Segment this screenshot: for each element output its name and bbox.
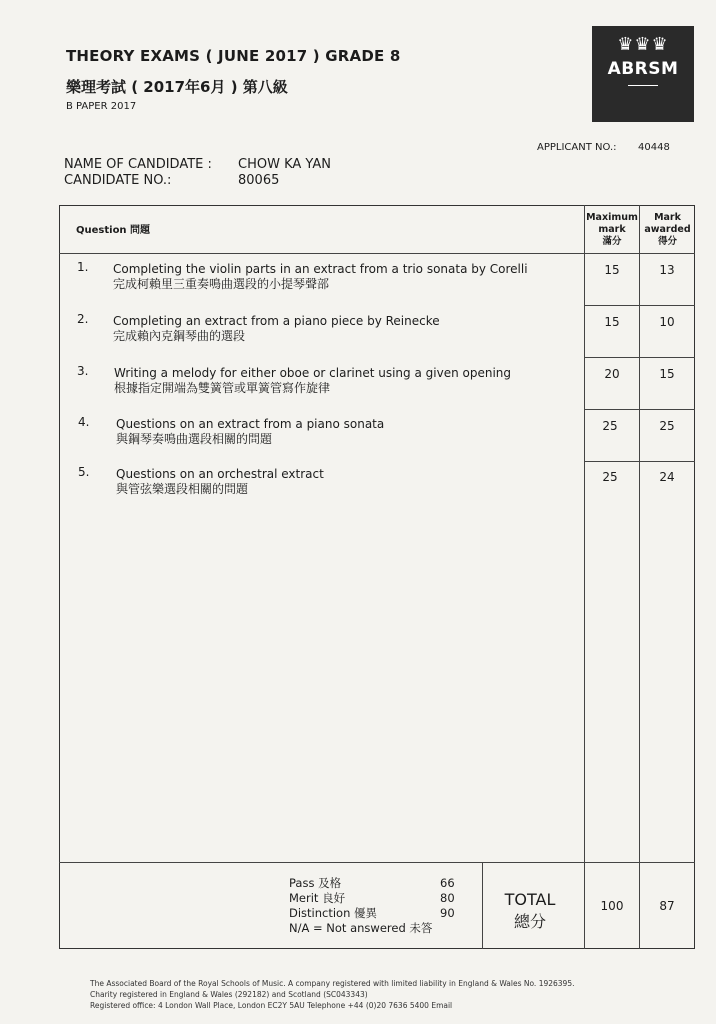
total-row-divider: [59, 862, 695, 863]
question-text: Completing an extract from a piano piece by Reinecke 完成賴內克鋼琴曲的選段: [113, 314, 440, 343]
abrsm-logo: [592, 26, 694, 122]
footer: [90, 978, 574, 1011]
logo-underline: [628, 85, 658, 86]
question-number: 4.: [78, 415, 90, 429]
footer-line-2: Charity registered in England & Wales (292182) and Scotland (SC043343): [90, 990, 368, 999]
candidate-name-label: NAME OF CANDIDATE :: [64, 157, 212, 172]
grade-boundaries: [289, 876, 432, 936]
question-number: 1.: [77, 260, 89, 274]
question-text: Writing a melody for either oboe or clarinet using a given opening 根據指定開端為雙簧管或單簧管寫作旋律: [114, 366, 511, 395]
paper-code: B PAPER 2017: [66, 101, 137, 112]
logo-text: ABRSM: [607, 59, 679, 79]
max-mark: 15: [604, 315, 620, 329]
mark-awarded: 13: [659, 263, 675, 277]
candidate-values: [238, 157, 331, 189]
total-label: TOTAL 總分: [504, 890, 556, 931]
mark-awarded-header: Mark awarded 得分: [644, 212, 691, 247]
max-mark: 15: [604, 263, 620, 277]
column-divider-total: [482, 862, 483, 949]
mark-awarded: 10: [659, 315, 675, 329]
grade-boundary-values: [440, 876, 455, 921]
question-number: 5.: [78, 465, 90, 479]
question-number: 3.: [77, 364, 89, 378]
column-divider-awarded: [639, 205, 640, 949]
column-divider-max: [584, 205, 585, 949]
grade-pass-label: Pass 及格: [289, 876, 342, 890]
row-divider-3: [584, 409, 695, 410]
question-column-header: Question 問題: [76, 225, 151, 236]
grade-distinction-label: Distinction 優異: [289, 906, 378, 920]
row-divider-2: [584, 357, 695, 358]
footer-line-3: Registered office: 4 London Wall Place, London EC2Y 5AU Telephone +44 (0)20 7636 5400 Email: [90, 1001, 453, 1010]
candidate-name-value: CHOW KA YAN: [238, 157, 331, 172]
mark-awarded: 24: [659, 470, 675, 484]
grade-merit-label: Merit 良好: [289, 891, 346, 905]
row-divider-4: [584, 461, 695, 462]
total-max: 100: [600, 899, 624, 913]
grade-pass-value: 66: [440, 876, 455, 890]
question-text: Questions on an orchestral extract 與管弦樂選段相關的問題: [116, 467, 324, 496]
footer-line-1: The Associated Board of the Royal Schools of Music. A company registered with limited liability in England & Wales No. 1926395.: [90, 979, 575, 988]
candidate-labels: [64, 157, 212, 189]
question-text: Questions on an extract from a piano sonata 與鋼琴奏鳴曲選段相關的問題: [116, 417, 385, 446]
mark-awarded: 15: [659, 367, 675, 381]
question-text: Completing the violin parts in an extract from a trio sonata by Corelli 完成柯賴里三重奏鳴曲選段的小提琴聲部: [113, 262, 528, 291]
candidate-no-value: 80065: [238, 173, 280, 188]
grade-distinction-value: 90: [440, 906, 455, 920]
applicant-no-label: APPLICANT NO.:: [537, 142, 617, 153]
max-mark: 25: [602, 470, 618, 484]
max-mark-header: Maximum mark 滿分: [586, 212, 638, 247]
crown-icon: ♛♛♛: [617, 34, 669, 55]
max-mark: 20: [604, 367, 620, 381]
candidate-no-label: CANDIDATE NO.:: [64, 173, 172, 188]
mark-awarded: 25: [659, 419, 675, 433]
question-number: 2.: [77, 312, 89, 326]
row-divider-1: [584, 305, 695, 306]
max-mark: 25: [602, 419, 618, 433]
grade-na-label: N/A = Not answered 未答: [289, 921, 433, 935]
applicant-no-value: 40448: [638, 142, 670, 153]
header-row-divider: [59, 253, 695, 254]
grade-merit-value: 80: [440, 891, 455, 905]
page-title-chinese: 樂理考試 ( 2017年6月 ) 第八級: [66, 78, 288, 96]
page-title: THEORY EXAMS ( JUNE 2017 ) GRADE 8: [66, 47, 401, 65]
total-awarded: 87: [659, 899, 675, 913]
